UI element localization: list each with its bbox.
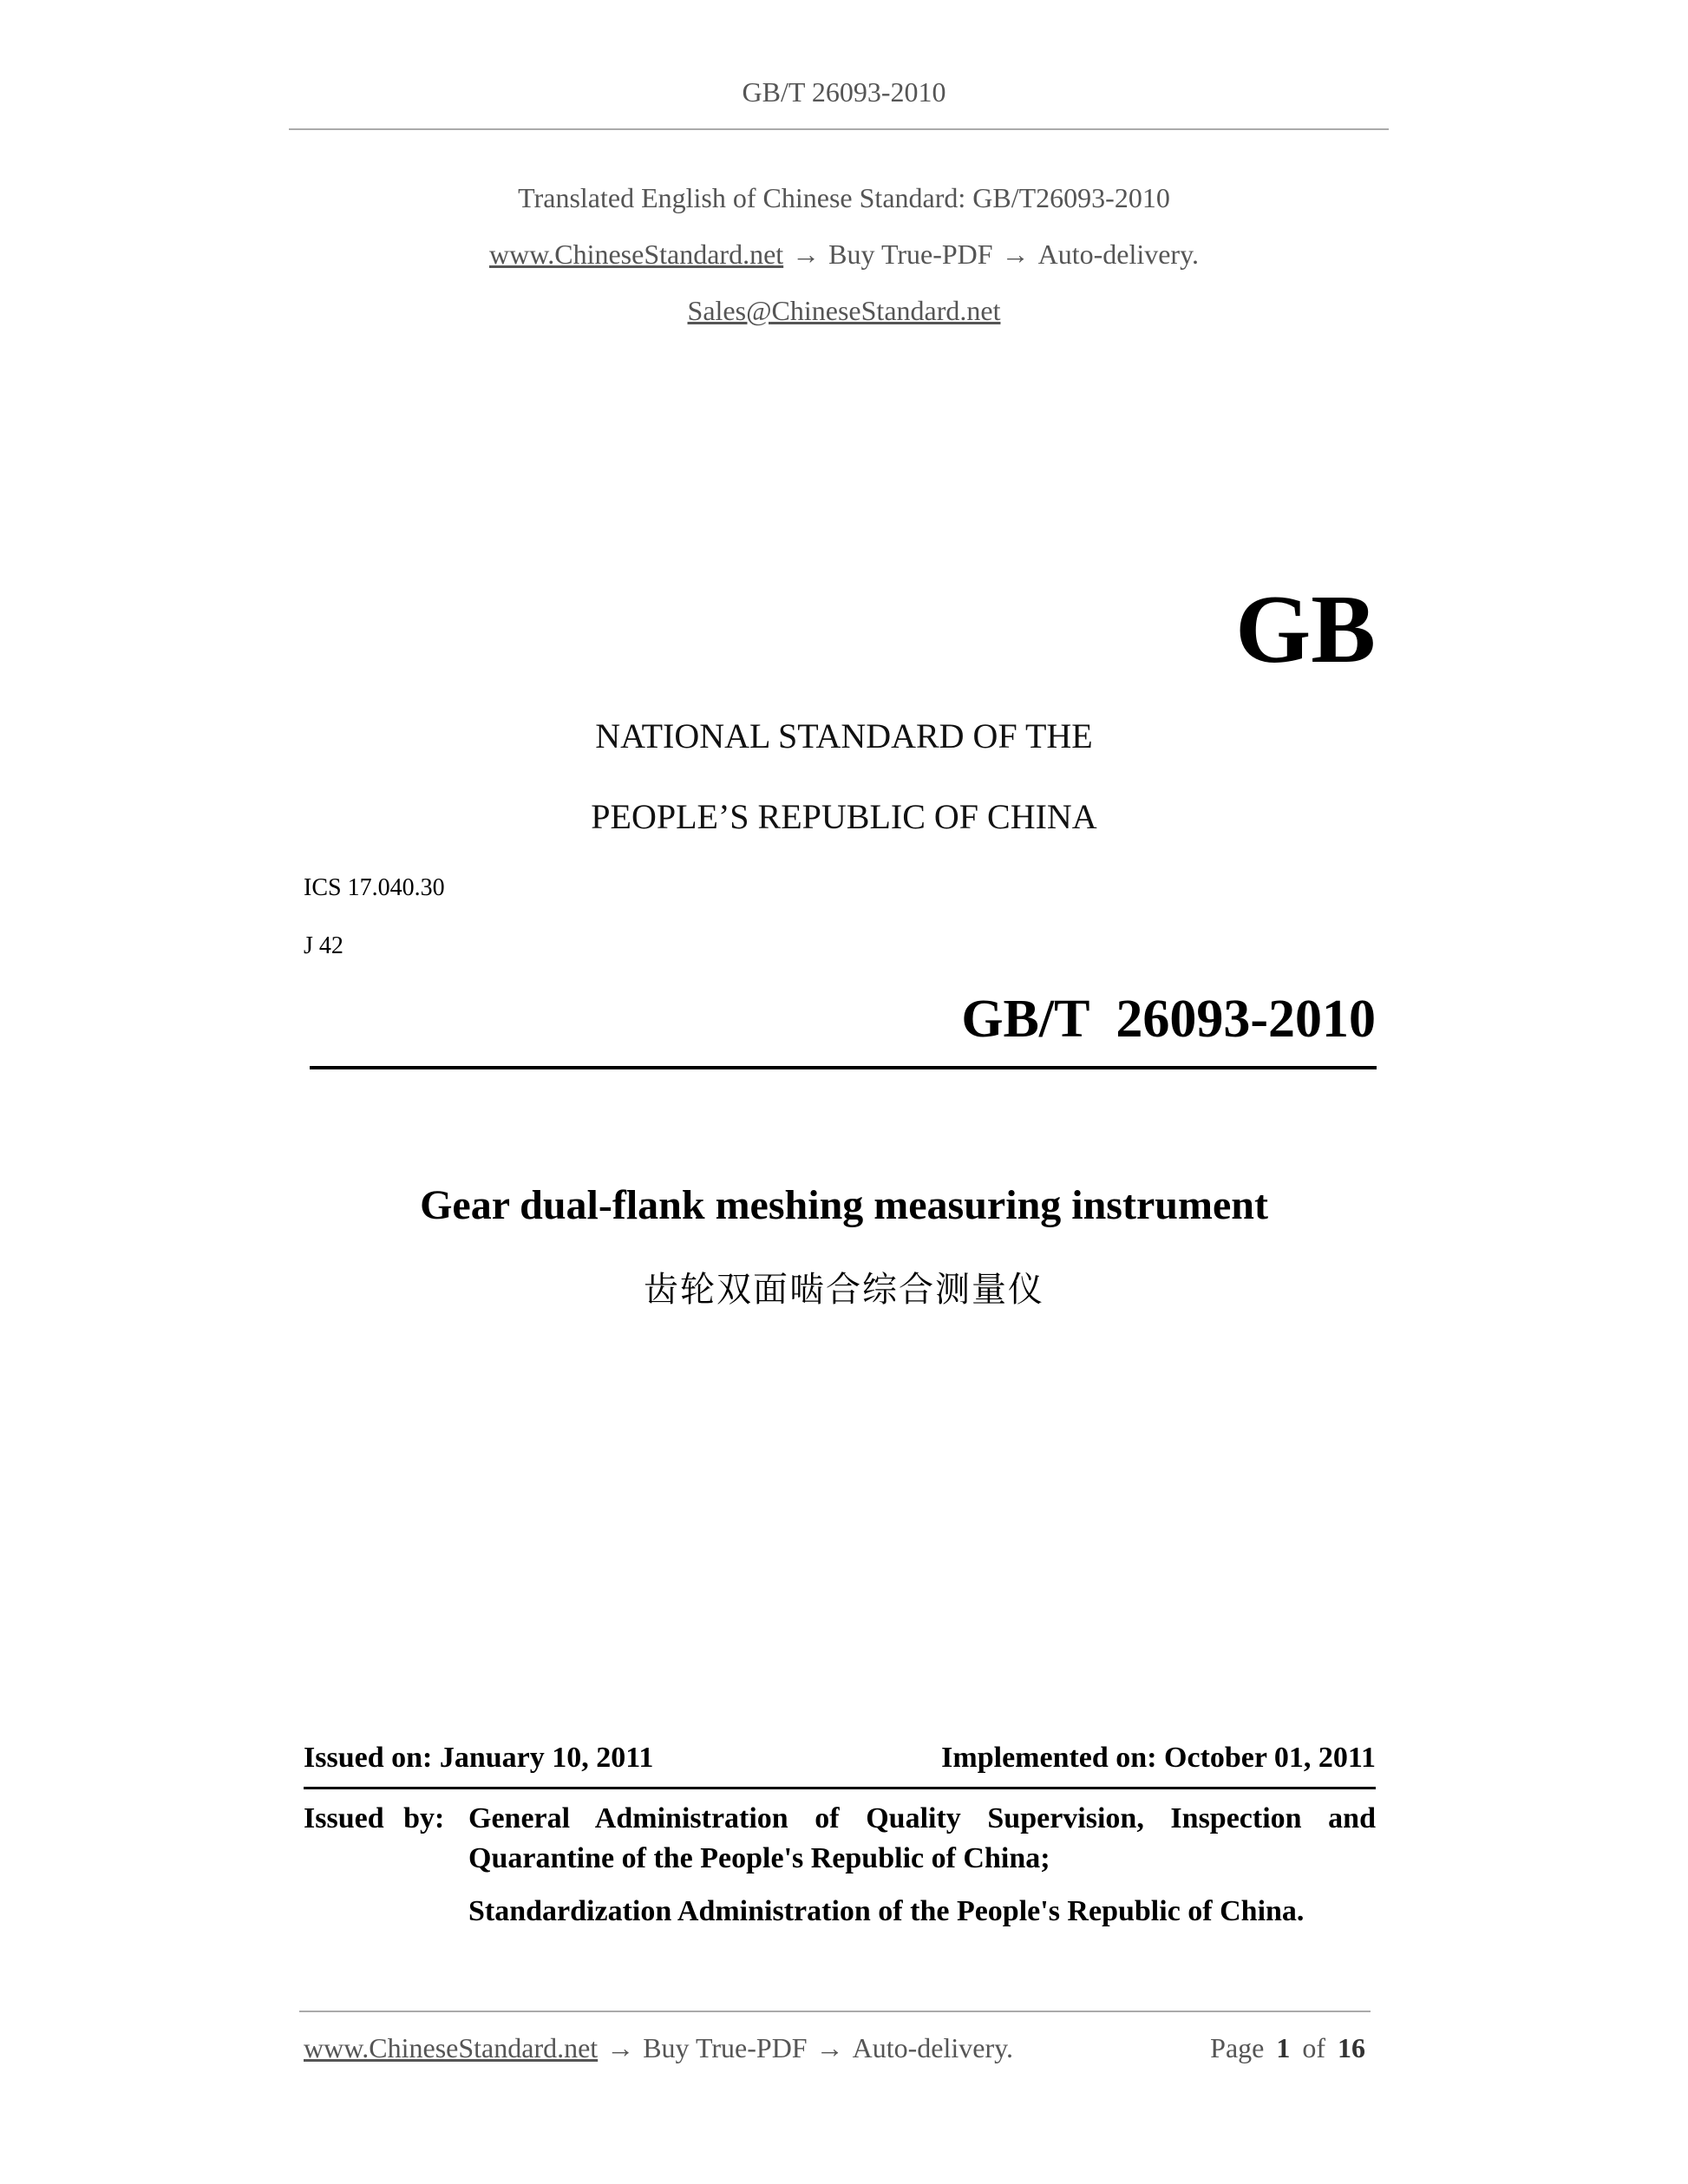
page-of: of: [1302, 2032, 1325, 2063]
running-title: GB/T 26093-2010: [742, 76, 946, 108]
issuer-line-3: Standardization Administration of the People's Republic of China.: [468, 1895, 1305, 1927]
footer-website-link[interactable]: www.ChineseStandard.net: [304, 2032, 599, 2063]
issuer-label: Issued by:: [304, 1802, 445, 1834]
title-english: Gear dual-flank meshing measuring instrument: [420, 1182, 1268, 1228]
ics-code: ICS 17.040.30: [304, 874, 445, 901]
issuer-line-2: Quarantine of the People's Republic of China;: [468, 1842, 1050, 1874]
standard-number-rule: [310, 1066, 1377, 1069]
arrow-right-icon: →: [1001, 239, 1030, 270]
arrow-right-icon: →: [815, 2032, 844, 2063]
gb-mark: GB: [1235, 576, 1376, 683]
arrow-right-icon: →: [606, 2032, 635, 2063]
national-standard-line-2: PEOPLE’S REPUBLIC OF CHINA: [591, 797, 1097, 836]
title-chinese: 齿轮双面啮合综合测量仪: [644, 1270, 1044, 1310]
footer-purchase-line: [304, 2032, 1013, 2064]
running-header: [0, 76, 1688, 108]
dates-rule: [304, 1787, 1376, 1789]
footer-delivery-text: Auto-delivery.: [852, 2032, 1014, 2063]
arrow-right-icon: →: [792, 239, 821, 270]
sales-email-link[interactable]: Sales@ChineseStandard.net: [687, 295, 1001, 326]
page-label: Page: [1210, 2032, 1265, 2063]
translation-notice: [0, 182, 1688, 214]
purchase-line: [0, 239, 1688, 271]
header-divider: [289, 128, 1389, 130]
email-line: [0, 295, 1688, 327]
issuer-line-1: General Administration of Quality Supervision, Inspection and: [468, 1802, 1376, 1834]
standard-number-text: GB/T 26093-2010: [961, 990, 1376, 1049]
standard-number: [961, 989, 1376, 1050]
page-current: 1: [1276, 2032, 1291, 2063]
issued-date: Issued on: January 10, 2011: [304, 1742, 654, 1774]
ccs-code: J 42: [304, 932, 343, 959]
page-total: 16: [1338, 2032, 1365, 2063]
national-standard-line-1: NATIONAL STANDARD OF THE: [595, 716, 1093, 755]
page-indicator: [1210, 2032, 1365, 2064]
implemented-date: Implemented on: October 01, 2011: [941, 1742, 1376, 1774]
translation-notice-text: Translated English of Chinese Standard: GB/T26093-2010: [518, 182, 1170, 213]
auto-delivery-text: Auto-delivery.: [1037, 239, 1199, 270]
buy-true-pdf-text: Buy True-PDF: [828, 239, 993, 270]
website-link[interactable]: www.ChineseStandard.net: [488, 239, 784, 270]
footer-divider: [299, 2011, 1371, 2012]
footer-buy-text: Buy True-PDF: [643, 2032, 808, 2063]
